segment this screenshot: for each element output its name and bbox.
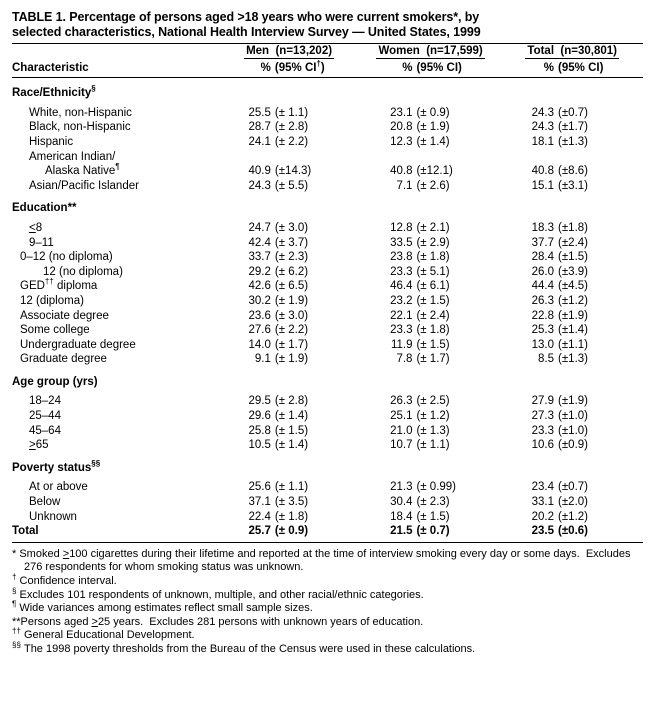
row-total-ci: (±1.0) — [558, 424, 588, 437]
section-header-row — [12, 461, 643, 476]
row-men-pct: 30.2 — [248, 294, 271, 307]
table-row — [12, 480, 643, 495]
group-header-women — [360, 44, 502, 61]
table-row — [12, 106, 643, 121]
footnote-4-text: Wide variances among estimates reflect small sample sizes. — [19, 602, 313, 615]
row-label: >65 — [29, 439, 49, 452]
row-label: 12 (no diploma) — [43, 265, 123, 278]
row-total-pct: 40.8 — [531, 165, 555, 178]
row-women-pct: 20.8 — [390, 121, 413, 134]
footnote-2: † Confidence interval. — [12, 572, 117, 587]
footnotes — [12, 548, 643, 657]
row-total-pct: 13.0 — [531, 338, 555, 351]
row-women-ci: (± 1.7) — [416, 353, 450, 366]
row-total-ci: (±1.3) — [558, 353, 588, 366]
spacer — [12, 193, 643, 201]
section-title-age: Age group (yrs) — [12, 375, 98, 388]
table-row — [12, 279, 643, 294]
total-label: Total — [12, 525, 39, 538]
row-women-pct: 11.9 — [390, 338, 413, 351]
row-women-ci: (± 0.9) — [416, 106, 450, 119]
total-row — [12, 524, 643, 539]
row-total-ci: (±0.7) — [558, 106, 588, 119]
row-label: Black, non-Hispanic — [29, 121, 131, 134]
row-label: Below — [29, 496, 61, 509]
spacer — [12, 78, 643, 86]
row-label: Alaska Native¶ — [45, 162, 120, 178]
row-total-ci: (±0.9) — [558, 439, 588, 452]
row-men-pct: 24.3 — [248, 179, 271, 192]
footnote-3-text: Excludes 101 respondents of unknown, multiple, and other racial/ethnic categories. — [19, 588, 424, 601]
row-total-ci: (±8.6) — [558, 165, 588, 178]
total-men-pct: 25.7 — [248, 525, 271, 538]
row-total-ci: (±1.9) — [558, 395, 588, 408]
table-row — [12, 338, 643, 353]
table-title — [12, 10, 643, 40]
row-men-pct: 29.6 — [248, 410, 271, 423]
row-men-pct: 25.8 — [248, 424, 271, 437]
row-men-ci: (± 1.4) — [274, 410, 309, 423]
table-row — [12, 309, 643, 324]
footnote-7-text: The 1998 poverty thresholds from the Bureau of the Census were used in these calculations. — [23, 642, 476, 655]
table-bottom-divider — [12, 542, 643, 543]
group-n-women: (n=17,599) — [426, 45, 483, 57]
row-women-pct: 12.8 — [390, 221, 413, 234]
column-header-women-pct: % — [402, 61, 413, 74]
row-men-ci: (± 3.0) — [274, 309, 309, 322]
table-body — [12, 44, 643, 539]
row-label: Some college — [20, 324, 90, 337]
row-women-ci: (±12.1) — [416, 165, 453, 178]
row-men-ci: (± 2.2) — [274, 324, 309, 337]
row-women-pct: 33.5 — [390, 236, 413, 249]
footnote-1: * Smoked >100 cigarettes during their lifetime and reported at the time of interview smoking every day or some days. Excludes 276 respondents for whom smoking status was unknown. — [12, 547, 631, 574]
row-men-ci: (± 1.4) — [274, 439, 309, 452]
row-total-pct: 28.4 — [531, 251, 555, 264]
row-women-ci: (± 1.1) — [416, 439, 450, 452]
group-header-row — [12, 44, 643, 61]
row-men-pct: 42.6 — [248, 280, 271, 293]
section-title-race: Race/Ethnicity§ — [12, 84, 96, 100]
group-label-women: Women — [378, 45, 420, 57]
total-women-ci: (± 0.7) — [416, 525, 450, 538]
group-label-total: Total — [527, 45, 555, 57]
group-label-men: Men — [246, 45, 270, 57]
row-total-pct: 22.8 — [531, 309, 555, 322]
row-men-ci: (± 3.7) — [274, 236, 309, 249]
row-label: <8 — [29, 221, 43, 234]
row-label: 9–11 — [29, 236, 54, 249]
row-men-ci: (± 1.7) — [274, 338, 309, 351]
row-label: At or above — [29, 481, 88, 494]
row-women-ci: (± 1.3) — [416, 424, 450, 437]
row-men-pct: 14.0 — [248, 338, 271, 351]
row-women-ci: (± 2.3) — [416, 496, 450, 509]
row-women-ci: (± 1.5) — [416, 510, 450, 523]
row-women-ci: (± 2.9) — [416, 236, 450, 249]
row-men-pct: 37.1 — [248, 496, 271, 509]
row-total-ci: (±1.1) — [558, 338, 588, 351]
table-row — [12, 438, 643, 453]
column-header-women-ci: (95% CI) — [416, 61, 462, 74]
section-header-row — [12, 375, 643, 390]
table-row — [12, 409, 643, 424]
table-row — [12, 164, 643, 179]
table-title-line1: TABLE 1. Percentage of persons aged >18 years who were current smokers*, by — [12, 10, 480, 24]
row-total-ci: (±1.2) — [558, 294, 588, 307]
row-total-pct: 27.3 — [531, 410, 555, 423]
smoking-prevalence-table — [12, 44, 643, 539]
spacer — [12, 453, 643, 461]
row-women-pct: 7.8 — [396, 353, 413, 366]
row-total-pct: 8.5 — [538, 353, 555, 366]
table-row — [12, 352, 643, 367]
row-men-pct: 25.6 — [248, 481, 271, 494]
row-women-ci: (± 1.5) — [416, 338, 450, 351]
group-n-total: (n=30,801) — [560, 45, 617, 57]
row-total-ci: (±4.5) — [558, 280, 588, 293]
row-total-pct: 23.4 — [531, 481, 555, 494]
section-header-row — [12, 201, 643, 216]
row-men-pct: 10.5 — [248, 439, 271, 452]
row-women-ci: (± 1.8) — [416, 324, 450, 337]
row-total-pct: 37.7 — [531, 236, 555, 249]
row-men-ci: (± 1.9) — [274, 294, 309, 307]
row-men-ci: (± 1.8) — [274, 510, 309, 523]
table-row — [12, 265, 643, 280]
column-header-men-pct: % — [260, 61, 271, 74]
row-total-pct: 26.0 — [531, 265, 555, 278]
row-men-ci: (± 1.1) — [274, 481, 309, 494]
row-women-ci: (± 1.4) — [416, 135, 450, 148]
row-label: White, non-Hispanic — [29, 106, 132, 119]
row-label: Asian/Pacific Islander — [29, 179, 139, 192]
footnote-4: ¶ Wide variances among estimates reflect small sample sizes. — [12, 599, 313, 615]
row-men-ci: (± 3.0) — [274, 221, 309, 234]
row-label: Associate degree — [20, 309, 109, 322]
group-header-blank — [12, 44, 218, 61]
row-total-pct: 33.1 — [531, 496, 555, 509]
table-row — [12, 135, 643, 150]
row-label: Unknown — [29, 510, 77, 523]
row-women-ci: (± 0.99) — [416, 481, 457, 494]
row-men-ci: (± 1.1) — [274, 106, 309, 119]
row-men-pct: 33.7 — [248, 251, 271, 264]
row-total-ci: (±2.4) — [558, 236, 588, 249]
row-men-pct: 9.1 — [254, 353, 271, 366]
row-total-pct: 10.6 — [531, 439, 555, 452]
row-women-ci: (± 1.8) — [416, 251, 450, 264]
row-total-ci: (±1.9) — [558, 309, 588, 322]
table-row — [12, 236, 643, 251]
total-total-ci: (±0.6) — [558, 525, 588, 538]
row-label: GED†† diploma — [20, 277, 98, 293]
row-total-ci: (±3.1) — [558, 179, 588, 192]
row-women-pct: 10.7 — [390, 439, 413, 452]
column-header-total-ci: (95% CI) — [558, 61, 604, 74]
table-row — [12, 495, 643, 510]
group-header-total — [501, 44, 643, 61]
row-total-pct: 15.1 — [531, 179, 555, 192]
row-women-ci: (± 2.5) — [416, 395, 450, 408]
row-women-ci: (± 5.1) — [416, 265, 450, 278]
table-row — [12, 250, 643, 265]
row-total-ci: (±1.7) — [558, 121, 588, 134]
row-women-pct: 23.3 — [390, 324, 413, 337]
total-men-ci: (± 0.9) — [274, 525, 309, 538]
row-total-pct: 18.3 — [531, 221, 555, 234]
row-women-pct: 18.4 — [390, 510, 413, 523]
table-row — [12, 294, 643, 309]
row-men-pct: 29.2 — [248, 265, 271, 278]
row-label: 18–24 — [29, 395, 61, 408]
row-label: Graduate degree — [20, 353, 107, 366]
row-men-pct: 24.1 — [248, 135, 271, 148]
row-women-ci: (± 2.6) — [416, 179, 450, 192]
footnote-3: § Excludes 101 respondents of unknown, multiple, and other racial/ethnic categories. — [12, 585, 424, 601]
row-total-ci: (±0.7) — [558, 481, 588, 494]
row-men-ci: (± 2.8) — [274, 121, 309, 134]
row-men-ci: (± 6.5) — [274, 280, 309, 293]
row-men-pct: 27.6 — [248, 324, 271, 337]
row-women-ci: (± 2.4) — [416, 309, 450, 322]
row-women-pct: 12.3 — [390, 135, 413, 148]
row-men-ci: (± 2.8) — [274, 395, 309, 408]
table-row — [12, 424, 643, 439]
row-women-ci: (± 1.2) — [416, 410, 450, 423]
row-total-pct: 24.3 — [531, 106, 555, 119]
column-header-men-ci: (95% CI†) — [274, 58, 325, 74]
row-total-ci: (±1.8) — [558, 221, 588, 234]
row-women-pct: 46.4 — [390, 280, 413, 293]
table-row — [12, 120, 643, 135]
row-men-ci: (± 2.3) — [274, 251, 309, 264]
row-total-pct: 24.3 — [531, 121, 555, 134]
column-header-row — [12, 61, 643, 78]
row-total-pct: 26.3 — [531, 294, 555, 307]
row-total-ci: (±2.0) — [558, 496, 588, 509]
group-header-men — [218, 44, 360, 61]
row-men-pct: 29.5 — [248, 395, 271, 408]
footnote-2-text: Confidence interval. — [19, 575, 117, 587]
row-women-ci: (± 6.1) — [416, 280, 450, 293]
total-women-pct: 21.5 — [390, 525, 413, 538]
row-total-ci: (±1.5) — [558, 251, 588, 264]
row-men-ci: (± 1.5) — [274, 424, 309, 437]
row-men-pct: 25.5 — [248, 106, 271, 119]
row-label: Undergraduate degree — [20, 338, 136, 351]
row-women-pct: 23.8 — [390, 251, 413, 264]
row-women-pct: 21.0 — [390, 424, 413, 437]
row-men-ci: (± 2.2) — [274, 135, 309, 148]
row-total-ci: (±1.0) — [558, 410, 588, 423]
table-row — [12, 323, 643, 338]
row-total-pct: 20.2 — [531, 510, 555, 523]
row-women-pct: 23.1 — [390, 106, 413, 119]
row-men-ci: (± 3.5) — [274, 496, 309, 509]
total-total-pct: 23.5 — [531, 525, 555, 538]
spacer — [12, 367, 643, 375]
row-men-pct: 22.4 — [248, 510, 271, 523]
row-men-ci: (± 5.5) — [274, 179, 309, 192]
footnote-6-text: General Educational Development. — [23, 629, 195, 642]
row-total-ci: (±1.3) — [558, 135, 588, 148]
row-women-pct: 30.4 — [390, 496, 413, 509]
section-title-poverty: Poverty status§§ — [12, 459, 101, 474]
table-row — [12, 150, 643, 165]
row-men-ci: (±14.3) — [274, 165, 312, 178]
row-men-ci: (± 1.9) — [274, 353, 309, 366]
row-women-pct: 23.2 — [390, 294, 413, 307]
row-total-pct: 27.9 — [531, 395, 555, 408]
column-header-total-pct: % — [543, 61, 555, 74]
row-total-ci: (±3.9) — [558, 265, 588, 278]
table-row — [12, 221, 643, 236]
row-label: 0–12 (no diploma) — [20, 251, 113, 264]
row-men-ci: (± 6.2) — [274, 265, 309, 278]
row-women-ci: (± 1.5) — [416, 294, 450, 307]
row-women-pct: 40.8 — [390, 165, 413, 178]
row-women-pct: 22.1 — [390, 309, 413, 322]
row-women-pct: 21.3 — [390, 481, 413, 494]
footnote-6: †† General Educational Development. — [12, 626, 195, 642]
row-men-pct: 24.7 — [248, 221, 271, 234]
row-women-ci: (± 1.9) — [416, 121, 450, 134]
column-header-characteristic: Characteristic — [12, 61, 89, 74]
footnote-5: **Persons aged >25 years. Excludes 281 persons with unknown years of education. — [12, 615, 424, 628]
row-women-pct: 25.1 — [390, 410, 413, 423]
row-men-pct: 28.7 — [248, 121, 271, 134]
footnote-7: §§ The 1998 poverty thresholds from the Bureau of the Census were used in these calculations. — [12, 640, 476, 655]
row-women-ci: (± 2.1) — [416, 221, 450, 234]
row-men-pct: 40.9 — [248, 165, 271, 178]
row-total-ci: (±1.4) — [558, 324, 588, 337]
table-title-line2: selected characteristics, National Health Interview Survey — United States, 1999 — [12, 25, 481, 39]
row-label: American Indian/ — [29, 150, 116, 163]
row-total-pct: 18.1 — [531, 135, 555, 148]
row-label: 25–44 — [29, 410, 61, 423]
section-header-row — [12, 86, 643, 101]
row-men-pct: 23.6 — [248, 309, 271, 322]
row-label: 12 (diploma) — [20, 294, 84, 307]
table-row — [12, 394, 643, 409]
group-n-men: (n=13,202) — [275, 45, 333, 57]
row-total-pct: 44.4 — [531, 280, 555, 293]
row-label: Hispanic — [29, 135, 74, 148]
row-men-pct: 42.4 — [248, 236, 271, 249]
row-women-pct: 7.1 — [396, 179, 413, 192]
row-total-pct: 25.3 — [531, 324, 555, 337]
row-label: 45–64 — [29, 424, 61, 437]
row-women-pct: 23.3 — [390, 265, 413, 278]
section-title-education: Education** — [12, 202, 77, 215]
row-total-ci: (±1.2) — [558, 510, 588, 523]
row-women-pct: 26.3 — [390, 395, 413, 408]
row-total-pct: 23.3 — [531, 424, 555, 437]
table-row — [12, 179, 643, 194]
table-row — [12, 510, 643, 525]
